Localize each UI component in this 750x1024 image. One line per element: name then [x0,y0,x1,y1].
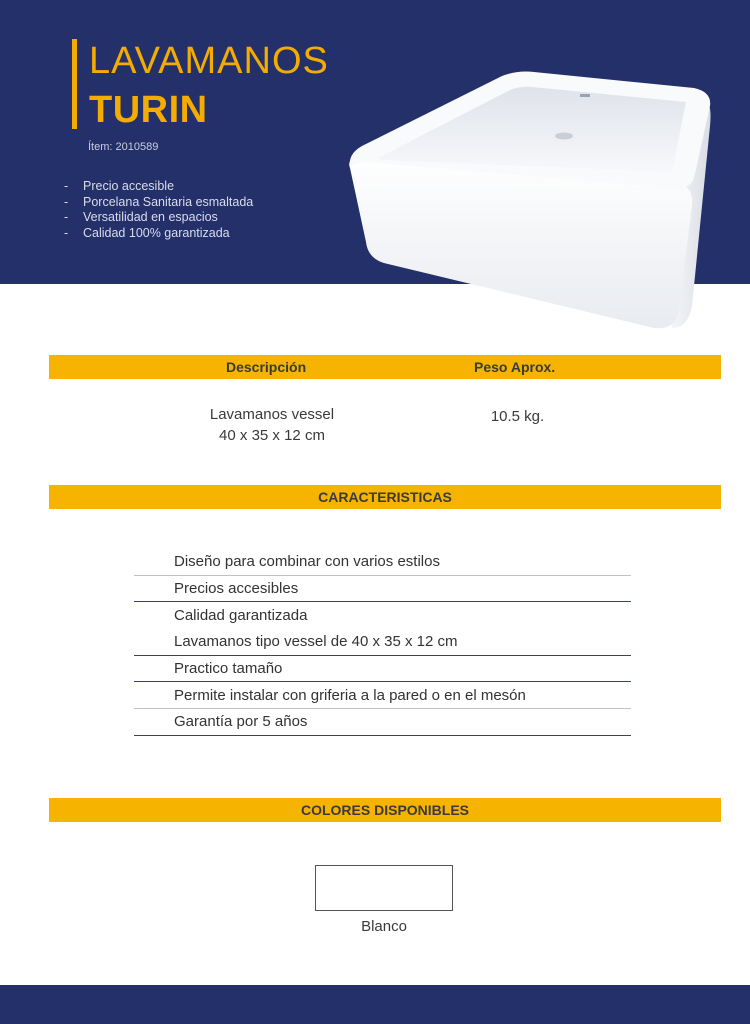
feature-item: - Precio accesible [64,179,175,193]
product-title-line1: LAVAMANOS [89,40,329,82]
sink-image-icon [342,66,716,334]
spec-description-line2: 40 x 35 x 12 cm [219,427,325,444]
list-item: Permite instalar con griferia a la pared o en el mesón [134,682,631,709]
list-item: Diseño para combinar con varios estilos [134,549,631,576]
spec-header-weight: Peso Aprox. [474,359,556,375]
color-swatch-blanco [315,865,453,911]
title-accent-bar [72,39,77,129]
colors-band [49,798,721,822]
color-swatch-label: Blanco [361,918,407,935]
list-item: Precios accesibles [134,576,631,603]
feature-item: - Porcelana Sanitaria esmaltada [64,194,254,209]
characteristics-band [49,485,721,509]
spec-description [172,404,372,446]
feature-list [64,179,253,241]
product-title-line2: TURIN [89,89,208,131]
spec-description-line1: Lavamanos vessel [209,406,335,423]
colors-heading: COLORES DISPONIBLES [300,802,470,818]
list-item: Calidad garantizada [174,606,308,624]
spec-header-description: Descripción [226,359,307,375]
feature-item: - Calidad 100% garantizada [64,225,230,240]
list-item: Lavamanos tipo vessel de 40 x 35 x 12 cm [134,629,631,656]
list-item: Practico tamaño [134,656,631,683]
feature-item: - Versatilidad en espacios [64,210,218,224]
list-item: Garantía por 5 años [134,709,631,736]
item-code: Ítem: 2010589 [88,141,159,153]
spec-weight: 10.5 kg. [490,408,545,425]
footer-band [0,985,750,1024]
spec-header-band [49,355,721,379]
characteristics-heading: CARACTERISTICAS [318,489,452,505]
characteristics-list [134,549,631,736]
